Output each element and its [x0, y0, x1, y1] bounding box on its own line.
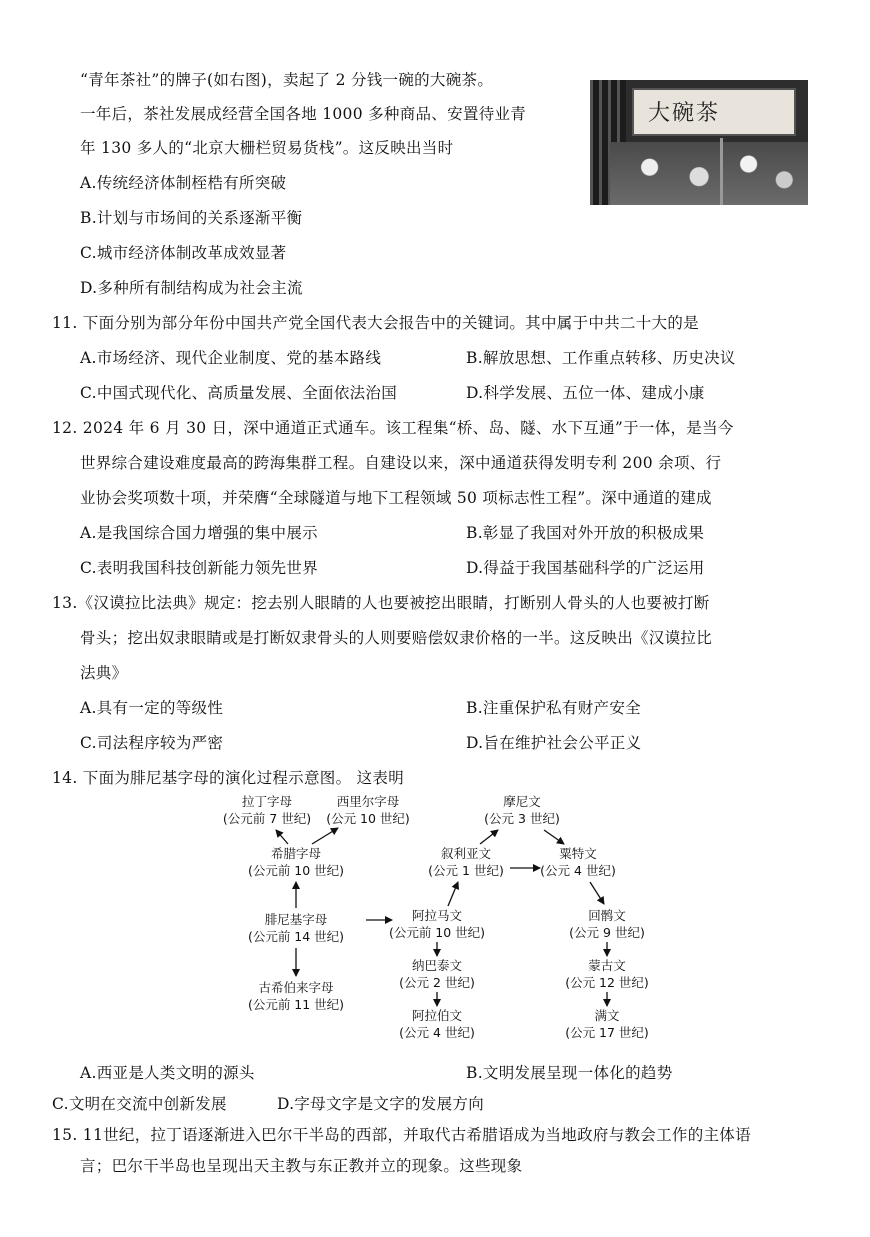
- q10-line-1: “青年茶社”的牌子(如右图)，卖起了 2 分钱一碗的大碗茶。: [80, 71, 494, 89]
- mongol-name: 蒙古文: [588, 958, 626, 973]
- q13-option-a[interactable]: A.具有一定的等级性: [80, 699, 224, 717]
- sogdian-name: 粟特文: [559, 846, 597, 861]
- teahouse-sign-text: 大碗茶: [648, 101, 721, 126]
- q13-line-1: 13.《汉谟拉比法典》规定：挖去别人眼睛的人也要被挖出眼睛，打断别人骨头的人也要被打断: [52, 594, 710, 612]
- latin-name: 拉丁字母: [241, 794, 293, 809]
- aramaic-date: (公元前 10 世纪): [388, 925, 486, 940]
- nabataean-name: 纳巴泰文: [411, 958, 463, 973]
- q13-option-d[interactable]: D.旨在维护社会公平正义: [466, 734, 642, 752]
- mongol-date: (公元 12 世纪): [565, 975, 649, 990]
- q14-stem: 14. 下面为腓尼基字母的演化过程示意图。 这表明: [52, 769, 405, 787]
- teahouse-photo: [590, 80, 808, 205]
- q11-option-c[interactable]: C.中国式现代化、高质量发展、全面依法治国: [80, 384, 398, 402]
- q12-option-b[interactable]: B.彰显了我国对外开放的积极成果: [466, 524, 705, 542]
- manchu-name: 满文: [594, 1008, 620, 1023]
- arrow-aramaic-syriac: [448, 882, 458, 906]
- q11-stem: 11. 下面分别为部分年份中国共产党全国代表大会报告中的关键词。其中属于中共二十大的是: [52, 314, 699, 332]
- syriac-name: 叙利亚文: [440, 846, 492, 861]
- q12-line-1: 12. 2024 年 6 月 30 日，深中通道正式通车。该工程集“桥、岛、隧、水下互通”于一体，是当今: [52, 419, 734, 437]
- manichaean-date: (公元 3 世纪): [484, 811, 560, 826]
- phoenician-date: (公元前 14 世纪): [247, 929, 345, 944]
- q12-option-a[interactable]: A.是我国综合国力增强的集中展示: [80, 524, 318, 542]
- q12-line-2: 世界综合建设难度最高的跨海集群工程。自建设以来，深中通道获得发明专利 200 余项、行: [80, 454, 722, 472]
- q13-line-3: 法典》: [80, 664, 128, 682]
- greek-name: 希腊字母: [270, 846, 322, 861]
- q11-option-d[interactable]: D.科学发展、五位一体、建成小康: [466, 384, 705, 402]
- hebrew-name: 古希伯来字母: [258, 980, 334, 995]
- q12-line-3: 业协会奖项数十项，并荣膺“全球隧道与地下工程领域 50 项标志性工程”。深中通道的建成: [80, 489, 712, 507]
- nabataean-date: (公元 2 世纪): [399, 975, 475, 990]
- q14-option-d[interactable]: D.字母文字是文字的发展方向: [277, 1095, 485, 1113]
- cyrillic-name: 西里尔字母: [336, 794, 400, 809]
- q10-option-d[interactable]: D.多种所有制结构成为社会主流: [80, 279, 303, 297]
- q12-option-d[interactable]: D.得益于我国基础科学的广泛运用: [466, 559, 705, 577]
- hebrew-date: (公元前 11 世纪): [247, 997, 345, 1012]
- sogdian-date: (公元 4 世纪): [540, 863, 616, 878]
- q14-option-c[interactable]: C.文明在交流中创新发展: [52, 1095, 227, 1113]
- arabic-name: 阿拉伯文: [411, 1008, 463, 1023]
- cyrillic-date: (公元 10 世纪): [326, 811, 410, 826]
- q10-line-2: 一年后，茶社发展成经营全国各地 1000 多种商品、安置待业青: [80, 105, 527, 123]
- arrow-syriac-manichaean: [480, 830, 498, 844]
- arrow-greek-latin: [276, 830, 288, 844]
- arabic-date: (公元 4 世纪): [399, 1025, 475, 1040]
- syriac-date: (公元 1 世纪): [428, 863, 504, 878]
- arrow-manichaean-sogdian: [544, 830, 564, 844]
- q10-option-a[interactable]: A.传统经济体制桎梏有所突破: [80, 174, 287, 192]
- q10-option-c[interactable]: C.城市经济体制改革成效显著: [80, 244, 287, 262]
- uyghur-date: (公元 9 世纪): [569, 925, 645, 940]
- q10-line-3: 年 130 多人的“北京大栅栏贸易货栈”。这反映出当时: [80, 139, 454, 157]
- q12-option-c[interactable]: C.表明我国科技创新能力领先世界: [80, 559, 319, 577]
- q10-option-b[interactable]: B.计划与市场间的关系逐渐平衡: [80, 209, 303, 227]
- q15-line-2: 言；巴尔干半岛也呈现出天主教与东正教并立的现象。这些现象: [80, 1157, 523, 1175]
- q11-option-a[interactable]: A.市场经济、现代企业制度、党的基本路线: [80, 349, 382, 367]
- uyghur-name: 回鹘文: [588, 908, 626, 923]
- manchu-date: (公元 17 世纪): [565, 1025, 649, 1040]
- latin-date: (公元前 7 世纪): [222, 811, 312, 826]
- q11-option-b[interactable]: B.解放思想、工作重点转移、历史决议: [466, 349, 736, 367]
- q15-line-1: 15. 11世纪，拉丁语逐渐进入巴尔干半岛的西部，并取代古希腊语成为当地政府与教会工作的主体语: [52, 1126, 751, 1144]
- q14-option-a[interactable]: A.西亚是人类文明的源头: [80, 1064, 255, 1082]
- manichaean-name: 摩尼文: [503, 794, 541, 809]
- q13-option-b[interactable]: B.注重保护私有财产安全: [466, 699, 641, 717]
- arrow-sogdian-uyghur: [590, 882, 604, 904]
- aramaic-name: 阿拉马文: [411, 908, 463, 923]
- q14-option-b[interactable]: B.文明发展呈现一体化的趋势: [466, 1064, 673, 1082]
- phoenician-name: 腓尼基字母: [264, 912, 328, 927]
- greek-date: (公元前 10 世纪): [247, 863, 345, 878]
- q13-line-2: 骨头；挖出奴隶眼睛或是打断奴隶骨头的人则要赔偿奴隶价格的一半。这反映出《汉谟拉比: [80, 629, 713, 647]
- arrow-greek-cyrillic: [312, 828, 338, 844]
- phoenician-alphabet-evolution-diagram: [200, 788, 670, 1048]
- q13-option-c[interactable]: C.司法程序较为严密: [80, 734, 224, 752]
